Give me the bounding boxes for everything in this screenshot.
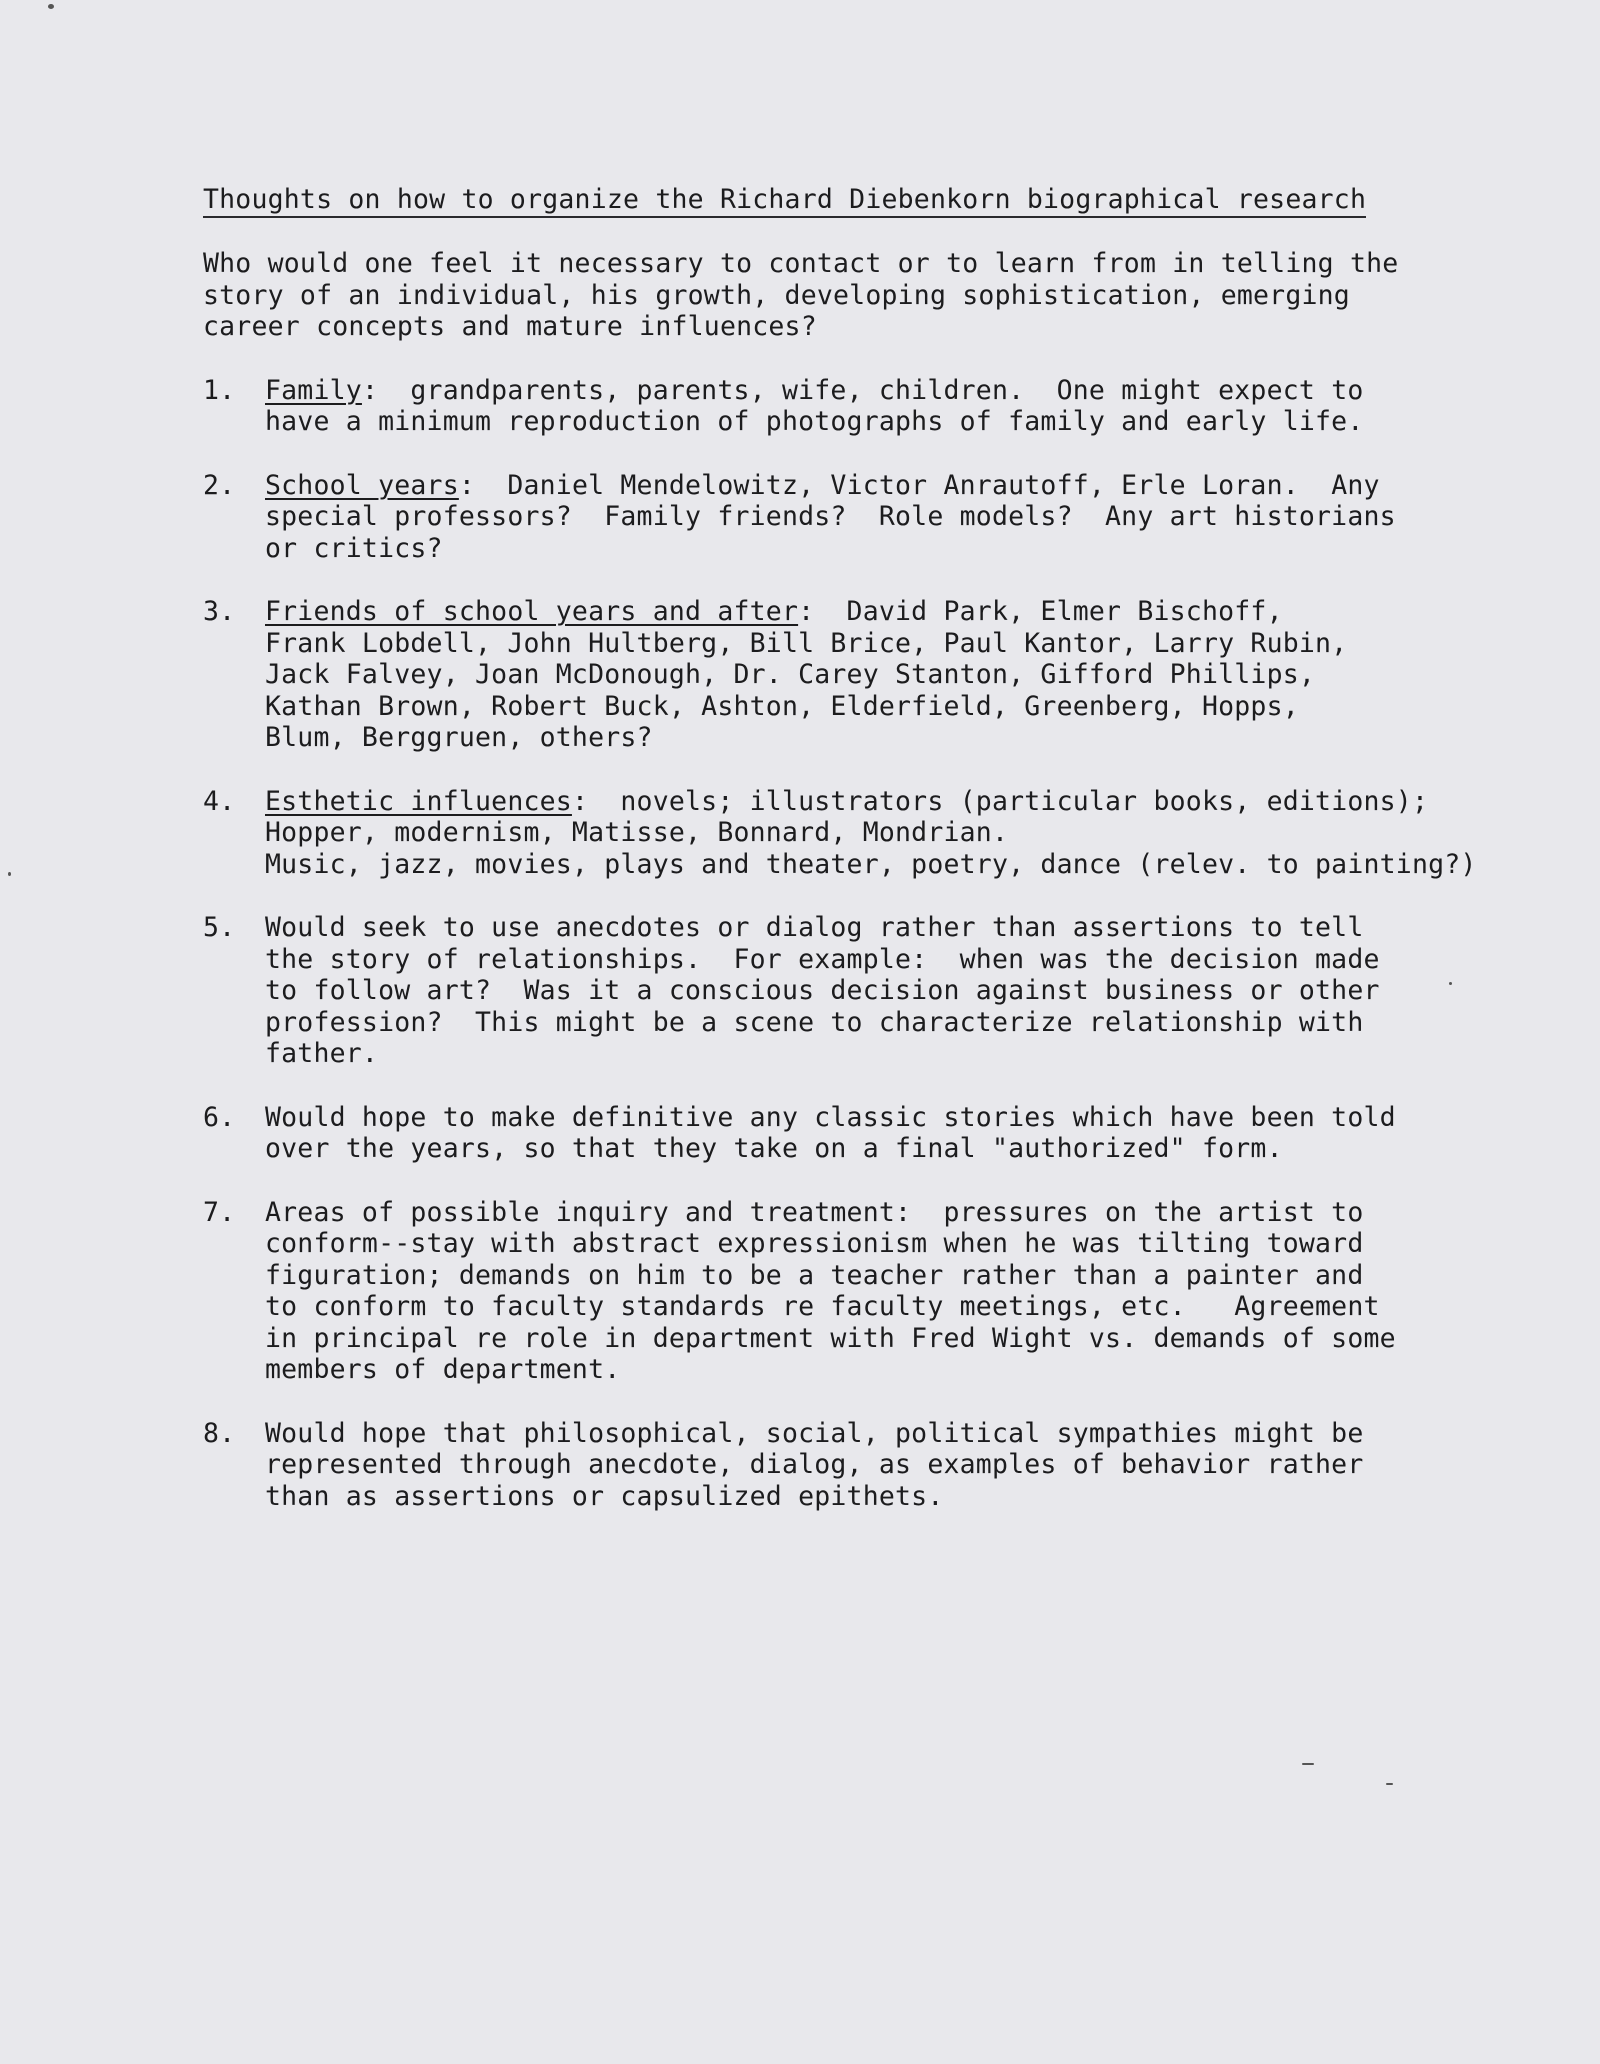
item-line (265, 470, 1463, 502)
item-number: 6. (203, 1101, 236, 1133)
item-number: 4. (203, 785, 236, 817)
item-line: conform--stay with abstract expressionism when he was tilting toward (265, 1228, 1364, 1259)
item-number: 1. (203, 374, 236, 406)
list-item (203, 596, 1463, 754)
item-line: Would hope that philosophical, social, political sympathies might be (265, 1417, 1364, 1449)
intro-line: career concepts and mature influences? (203, 311, 817, 342)
item-line (265, 375, 1463, 407)
item-line: Music, jazz, movies, plays and theater, poetry, dance (relev. to painting?) (265, 848, 1477, 880)
item-text (265, 912, 1463, 1070)
paper-speck (8, 872, 11, 876)
item-line: Kathan Brown, Robert Buck, Ashton, Elderfield, Greenberg, Hopps, (265, 690, 1299, 722)
item-line: Blum, Berggruen, others? (265, 722, 653, 753)
item-line: over the years, so that they take on a final "authorized" form. (265, 1133, 1283, 1164)
item-heading: Friends of school years and after (265, 596, 799, 627)
list-item (203, 1418, 1463, 1513)
item-number: 5. (203, 912, 236, 943)
item-line: Would seek to use anecdotes or dialog rather than assertions to tell (265, 912, 1364, 943)
item-line: Jack Falvey, Joan McDonough, Dr. Carey Stanton, Gifford Phillips, (265, 659, 1316, 690)
paper-speck (1302, 1763, 1314, 1765)
item-text (265, 375, 1463, 438)
item-line: to conform to faculty standards re faculty meetings, etc. Agreement (265, 1291, 1380, 1322)
list-item (203, 470, 1463, 565)
intro-line: Who would one feel it necessary to contact or to learn from in telling the (203, 248, 1399, 279)
document-title: Thoughts on how to organize the Richard Diebenkorn biographical research (203, 185, 1366, 218)
item-line: Would hope to make definitive any classic stories which have been told (265, 1101, 1396, 1133)
item-text (265, 1102, 1463, 1165)
item-first-line-rest: : novels; illustrators (particular books, editions); (571, 785, 1429, 817)
item-line: have a minimum reproduction of photographs of family and early life. (265, 406, 1364, 437)
item-first-line-rest: : Daniel Mendelowitz, Victor Anrautoff, Erle Loran. Any (458, 469, 1380, 501)
list-item (203, 375, 1463, 438)
item-text (265, 596, 1463, 754)
intro-line: story of an individual, his growth, developing sophistication, emerging (203, 279, 1350, 311)
item-heading: School years (265, 469, 459, 501)
item-line: profession? This might be a scene to characterize relationship with (265, 1006, 1364, 1038)
paper-speck (48, 4, 54, 9)
item-number: 8. (203, 1417, 236, 1449)
list-item (203, 1197, 1463, 1386)
item-number: 2. (203, 469, 236, 501)
item-line: Hopper, modernism, Matisse, Bonnard, Mondrian. (265, 817, 1009, 848)
item-first-line-rest: : grandparents, parents, wife, children. One might expect to (361, 374, 1364, 406)
item-line: to follow art? Was it a conscious decision against business or other (265, 975, 1380, 1006)
item-line: or critics? (265, 532, 443, 564)
item-text (265, 470, 1463, 565)
intro-paragraph (203, 248, 1399, 343)
document-body (203, 184, 1477, 1544)
item-heading: Esthetic influences (265, 785, 572, 817)
item-text (265, 1418, 1463, 1513)
list-item (203, 785, 1477, 881)
item-line: Frank Lobdell, John Hultberg, Bill Brice, Paul Kantor, Larry Rubin, (265, 627, 1348, 659)
item-first-line-rest: : David Park, Elmer Bischoff, (798, 596, 1283, 627)
numbered-list (203, 374, 1477, 1513)
item-line: in principal re role in department with Fred Wight vs. demands of some (265, 1322, 1396, 1354)
item-number: 7. (203, 1196, 236, 1228)
item-line: than as assertions or capsulized epithets. (265, 1480, 944, 1512)
item-line: Areas of possible inquiry and treatment: pressures on the artist to (265, 1196, 1364, 1228)
item-line (265, 596, 1463, 628)
item-line (265, 786, 1477, 818)
item-line: figuration; demands on him to be a teacher rather than a painter and (265, 1259, 1364, 1291)
item-line: represented through anecdote, dialog, as examples of behavior rather (265, 1449, 1364, 1480)
item-number: 3. (203, 596, 236, 627)
item-heading: Family (265, 374, 362, 406)
paper-speck (1386, 1783, 1393, 1785)
list-item (203, 1102, 1463, 1165)
item-text (265, 1197, 1463, 1386)
item-line: the story of relationships. For example: when was the decision made (265, 943, 1380, 975)
item-line: members of department. (265, 1354, 621, 1385)
item-line: father. (265, 1038, 379, 1069)
list-item (203, 912, 1463, 1070)
item-text (265, 786, 1477, 881)
item-line: special professors? Family friends? Role models? Any art historians (265, 501, 1396, 532)
